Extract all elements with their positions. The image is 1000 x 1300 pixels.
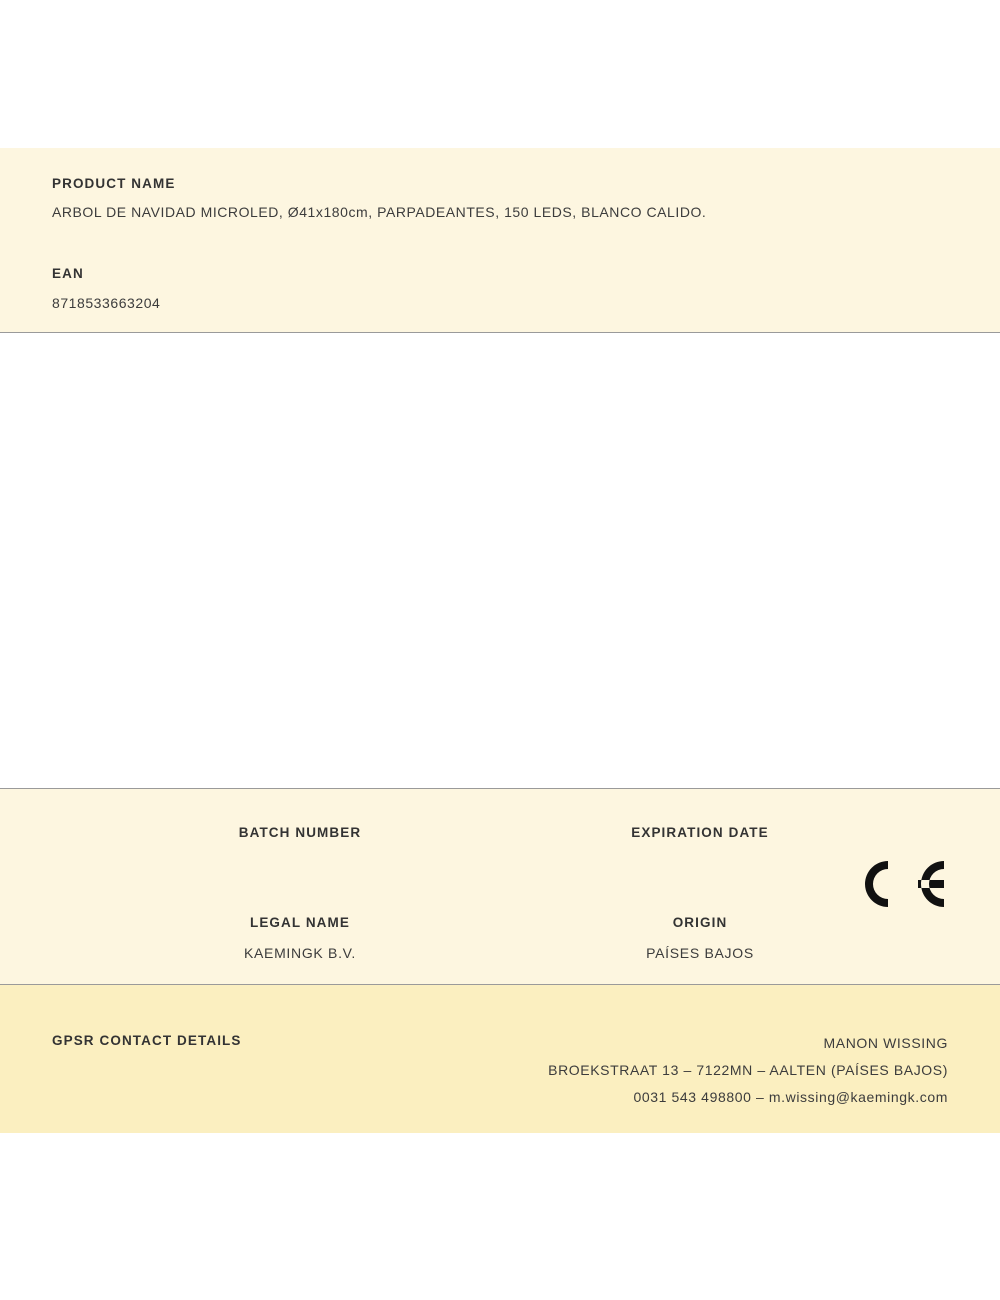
ce-marking-icon xyxy=(848,849,948,919)
gpsr-contact-block xyxy=(0,985,1000,1133)
ean-value: 8718533663204 xyxy=(52,295,161,311)
batch-number-label: BATCH NUMBER xyxy=(238,825,362,840)
legal-name-value: KAEMINGK B.V. xyxy=(243,945,357,961)
product-name-label: PRODUCT NAME xyxy=(52,176,176,191)
expiration-date-label: EXPIRATION DATE xyxy=(631,825,769,840)
contact-address: BROEKSTRAAT 13 – 7122MN – AALTEN (PAÍSES BAJOS) xyxy=(548,1062,948,1078)
bottom-blank-area xyxy=(0,1133,1000,1300)
contact-person: MANON WISSING xyxy=(823,1035,948,1051)
product-summary-block xyxy=(0,148,1000,333)
gpsr-contact-label: GPSR CONTACT DETAILS xyxy=(52,1033,242,1048)
origin-value: PAÍSES BAJOS xyxy=(646,945,754,961)
ean-label: EAN xyxy=(52,266,84,281)
origin-label: ORIGIN xyxy=(672,915,728,930)
blank-content-area xyxy=(0,333,1000,788)
product-details-block xyxy=(0,788,1000,985)
gpsr-contact-lines xyxy=(548,1030,948,1111)
product-name-value: ARBOL DE NAVIDAD MICROLED, Ø41x180cm, PARPADEANTES, 150 LEDS, BLANCO CALIDO. xyxy=(52,204,707,220)
contact-phone-email: 0031 543 498800 – m.wissing@kaemingk.com xyxy=(633,1089,948,1105)
legal-name-label: LEGAL NAME xyxy=(249,915,350,930)
